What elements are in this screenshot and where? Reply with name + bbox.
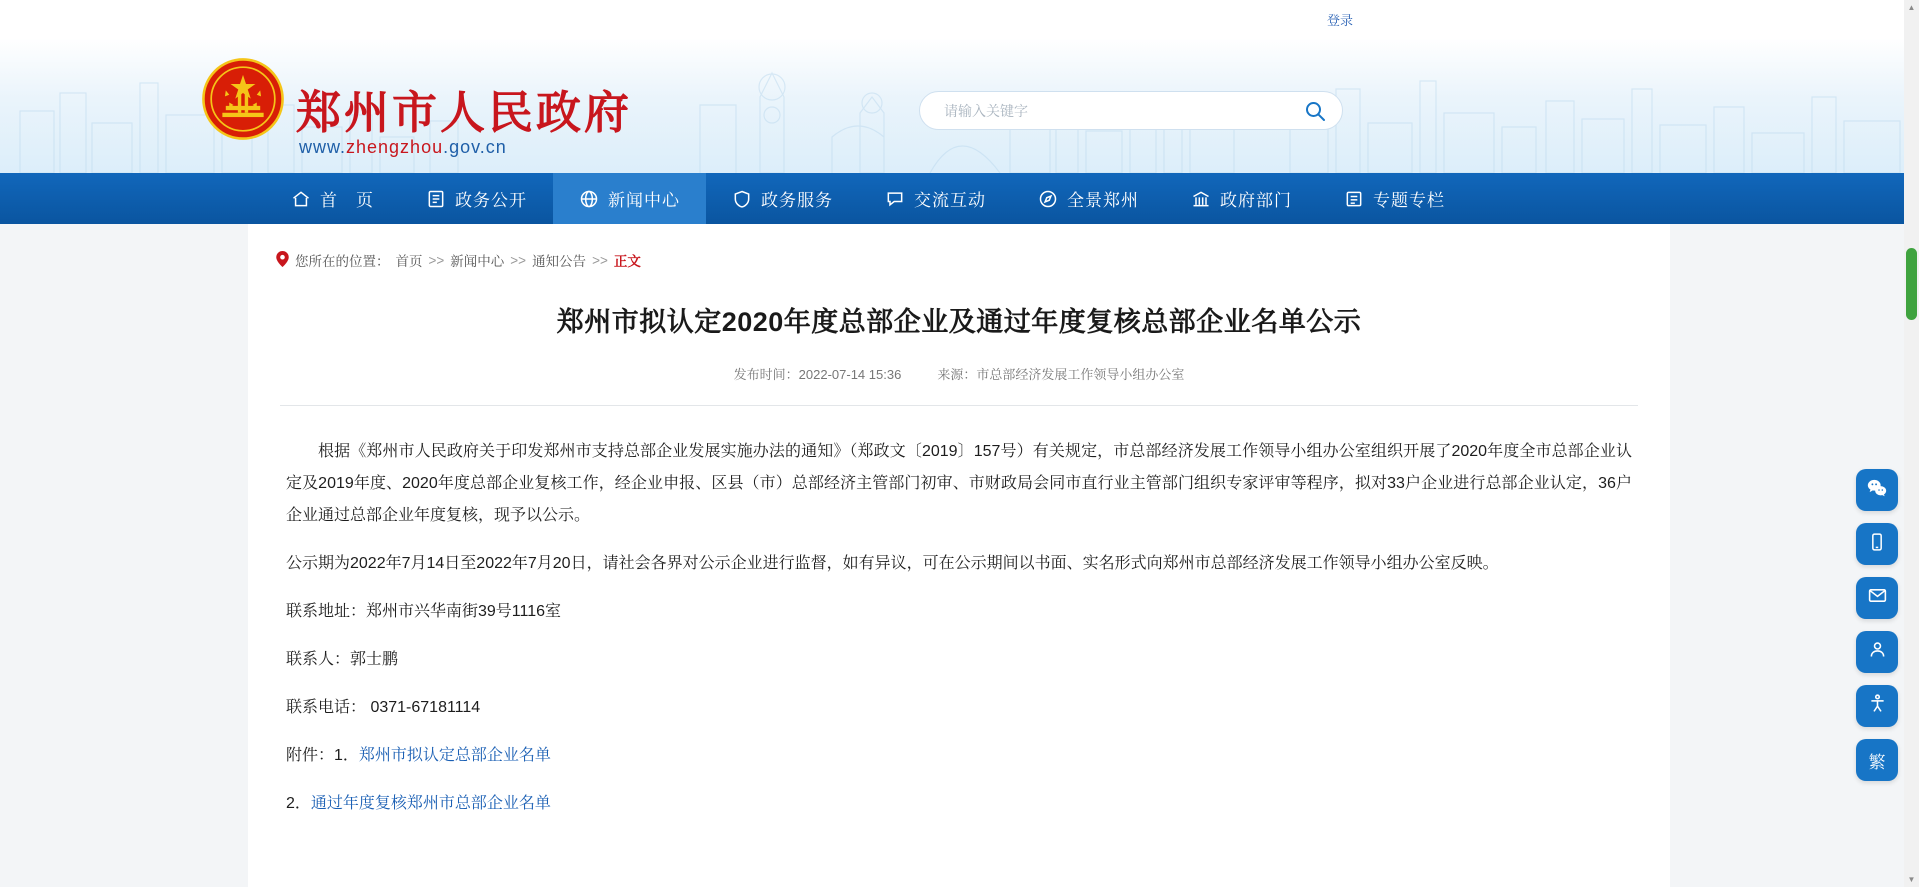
site-url-prefix: www. (299, 137, 347, 157)
page-body (0, 224, 1919, 887)
national-emblem-icon (200, 56, 286, 142)
nav-item-government-services[interactable] (706, 173, 859, 224)
dock-button-accessibility[interactable] (1856, 685, 1898, 727)
breadcrumb-separator: >> (428, 252, 445, 268)
mail-icon (1867, 585, 1888, 611)
breadcrumb-item-news-center[interactable]: 新闻中心 (450, 254, 505, 269)
nav-label: 新闻中心 (608, 191, 680, 210)
search-icon (1303, 99, 1327, 123)
mobile-icon (1867, 532, 1887, 557)
attachment-line (286, 788, 1632, 820)
attachment-label: 附件： (286, 746, 335, 764)
nav-label: 专题专栏 (1373, 191, 1445, 210)
article-source: 来源：市总部经济发展工作领导小组办公室 (937, 366, 1185, 382)
attachment-link-1[interactable]: 郑州市拟认定总部企业名单 (358, 746, 551, 764)
publish-time: 发布时间：2022-07-14 15:36 (733, 366, 902, 382)
breadcrumb-current: 正文 (613, 254, 641, 269)
nav-item-news-center[interactable] (553, 173, 706, 224)
article-paragraph: 联系电话： 0371-67181114 (286, 698, 481, 716)
scroll-thumb[interactable] (1906, 248, 1917, 320)
nav-item-home[interactable] (265, 173, 400, 224)
attachment-number: 1． (334, 746, 359, 764)
top-utility-bar (0, 0, 1919, 38)
location-pin-icon (276, 251, 289, 270)
article-paragraph: 联系地址：郑州市兴华南街39号1116室 (286, 602, 562, 620)
wechat-icon (1866, 477, 1888, 504)
dock-button-wechat[interactable] (1856, 469, 1898, 511)
floating-service-dock (1856, 469, 1898, 781)
document-icon (426, 189, 446, 209)
nav-item-special-topics[interactable] (1318, 173, 1471, 224)
attachment-line (286, 740, 1632, 772)
article-body (248, 406, 1670, 820)
nav-label: 政务公开 (455, 191, 527, 210)
article-paragraph: 联系人：郭士鹏 (286, 650, 399, 668)
site-url-highlight: zhengzhou (346, 137, 444, 157)
breadcrumb-separator: >> (510, 252, 527, 268)
bank-icon (1191, 189, 1211, 209)
breadcrumb (248, 224, 1670, 270)
article-paragraph: 根据《郑州市人民政府关于印发郑州市支持总部企业发展实施办法的通知》（郑政文〔2019〕157号）有关规定，市总部经济发展工作领导小组办公室组织开展了2020年度全市总部企业认定及2019年度、2020年度总部企业复核工作，经企业申报、区县（市）总部经济主管部门初审、市财政局会同市直行业主管部门组织专家评审等程序，拟对33户企业进行总部企业认定，36户企业通过总部企业年度复核，现予以公示。 (286, 442, 1632, 524)
home-icon (291, 189, 311, 209)
chat-icon (885, 189, 905, 209)
breadcrumb-item-announcements[interactable]: 通知公告 (532, 254, 587, 269)
article-meta (248, 364, 1670, 383)
accessibility-icon (1867, 693, 1888, 719)
page-scrollbar[interactable] (1904, 0, 1919, 887)
search-button[interactable] (1302, 98, 1328, 124)
nav-label: 政府部门 (1220, 191, 1292, 210)
nav-label: 全景郑州 (1067, 191, 1139, 210)
nav-label: 交流互动 (914, 191, 986, 210)
site-url (299, 137, 507, 158)
nav-label: 首 页 (320, 191, 374, 210)
search-input[interactable] (942, 102, 1302, 120)
dock-button-traditional-chinese[interactable] (1856, 739, 1898, 781)
dock-button-mail[interactable] (1856, 577, 1898, 619)
search-box[interactable] (919, 91, 1343, 130)
article-card (248, 224, 1670, 887)
nav-item-departments[interactable] (1165, 173, 1318, 224)
page-title: 郑州市拟认定2020年度总部企业及通过年度复核总部企业名单公示 (556, 307, 1362, 337)
list-icon (1344, 189, 1364, 209)
nav-item-interaction[interactable] (859, 173, 1012, 224)
traditional-chinese-icon: 繁 (1868, 752, 1886, 772)
dock-button-mobile[interactable] (1856, 523, 1898, 565)
globe-icon (579, 189, 599, 209)
scroll-up-arrow[interactable]: ▲ (1907, 3, 1916, 12)
compass-icon (1038, 189, 1058, 209)
site-title: 郑州市人民政府 (296, 86, 633, 139)
user-service-icon (1867, 639, 1888, 665)
dock-button-user-service[interactable] (1856, 631, 1898, 673)
main-navigation (0, 173, 1919, 224)
article-paragraph: 公示期为2022年7月14日至2022年7月20日，请社会各界对公示企业进行监督，如有异议，可在公示期间以书面、实名形式向郑州市总部经济发展工作领导小组办公室反映。 (286, 554, 1499, 572)
nav-label: 政务服务 (761, 191, 833, 210)
attachment-link-2[interactable]: 通过年度复核郑州市总部企业名单 (310, 794, 551, 812)
login-link[interactable]: 登录 (1326, 12, 1353, 28)
site-banner (0, 38, 1919, 173)
nav-item-panorama-zhengzhou[interactable] (1012, 173, 1165, 224)
attachment-number: 2． (286, 794, 311, 812)
breadcrumb-item-home[interactable]: 首页 (395, 254, 423, 269)
scroll-down-arrow[interactable]: ▼ (1907, 875, 1916, 884)
breadcrumb-separator: >> (592, 252, 608, 268)
breadcrumb-prefix: 您所在的位置： (295, 254, 390, 269)
shield-icon (732, 189, 752, 209)
nav-item-government-disclosure[interactable] (400, 173, 553, 224)
site-url-suffix: .gov.cn (443, 137, 507, 157)
